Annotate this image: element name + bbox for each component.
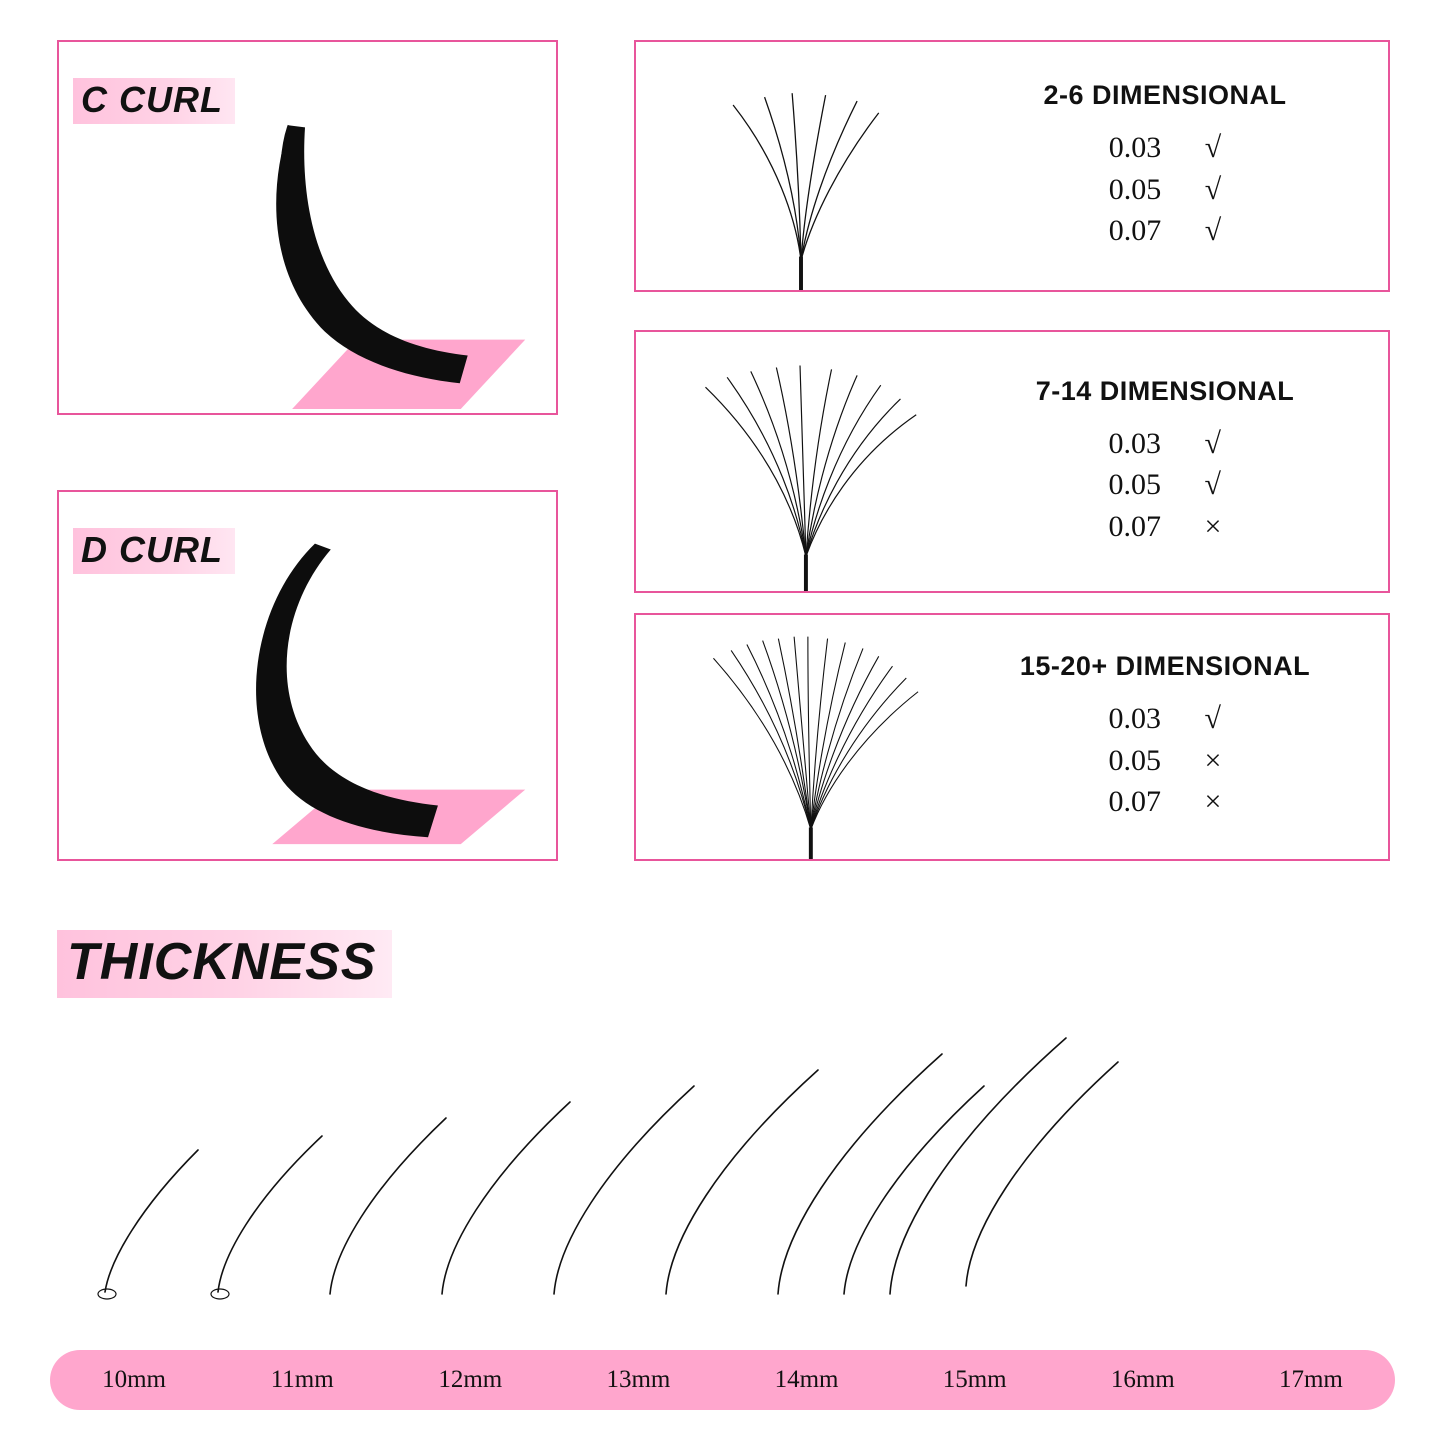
size-scale-bar [50, 1350, 1395, 1410]
lash-13mm [442, 1102, 570, 1294]
fan-illustration-15-20 [636, 615, 966, 859]
spec-value: 0.03 [1108, 131, 1162, 165]
size-label: 16mm [1110, 1366, 1175, 1393]
spec-value: 0.05 [1108, 743, 1162, 777]
dimensional-info-15-20 [966, 651, 1388, 822]
dimensional-panel-15-20 [634, 613, 1390, 861]
spec-row [1109, 464, 1222, 505]
spec-value: 0.05 [1108, 468, 1162, 502]
spec-mark: √ [1204, 468, 1221, 502]
size-label: 13mm [606, 1366, 671, 1393]
lash-12mm [330, 1118, 446, 1294]
spec-row [1109, 127, 1221, 168]
fan-illustration-7-14 [636, 332, 966, 591]
fan-base-2-6 [799, 257, 803, 290]
lash-16mm [778, 1054, 942, 1294]
curl-label-c: C CURL [73, 78, 235, 124]
size-label: 14mm [774, 1366, 839, 1393]
dimensional-title-2-6: 2-6 DIMENSIONAL [1043, 80, 1287, 111]
size-label: 10mm [102, 1366, 167, 1393]
spec-value: 0.07 [1108, 785, 1162, 819]
lash-10mm [105, 1150, 198, 1292]
spec-mark: × [1204, 785, 1222, 819]
lash-length-illustration [50, 960, 1400, 1340]
lash-11mm [218, 1136, 322, 1292]
dimensional-title-15-20: 15-20+ DIMENSIONAL [1019, 651, 1311, 682]
lash-base-dot [211, 1289, 229, 1299]
fan-illustration-2-6 [636, 42, 966, 290]
spec-mark: √ [1204, 702, 1221, 736]
spec-mark: √ [1204, 426, 1221, 460]
lash-base-dot [98, 1289, 116, 1299]
spec-row [1109, 210, 1221, 251]
curl-panel-c [57, 40, 558, 415]
fan-base-15-20 [809, 828, 813, 859]
spec-value: 0.05 [1108, 172, 1162, 206]
curl-label-d: D CURL [73, 528, 235, 574]
size-label: 12mm [438, 1366, 503, 1393]
spec-row [1109, 698, 1222, 739]
spec-mark: √ [1204, 131, 1222, 165]
dimensional-panel-7-14 [634, 330, 1390, 593]
curl-panel-d [57, 490, 558, 861]
size-label: 17mm [1278, 1366, 1343, 1393]
spec-row [1109, 781, 1222, 822]
dimensional-panel-2-6 [634, 40, 1390, 292]
dimensional-info-7-14 [966, 376, 1388, 547]
dimensional-info-2-6 [966, 80, 1388, 251]
spec-row [1109, 740, 1222, 781]
fan-base-7-14 [804, 555, 808, 591]
lash-17mm [890, 1038, 1066, 1294]
spec-value: 0.03 [1108, 702, 1162, 736]
spec-mark: × [1204, 509, 1222, 543]
spec-row [1109, 423, 1222, 464]
dimensional-title-7-14: 7-14 DIMENSIONAL [1035, 375, 1295, 406]
spec-row [1109, 169, 1221, 210]
thickness-title: THICKNESS [57, 930, 392, 998]
lash-15mm [666, 1070, 818, 1294]
spec-value: 0.07 [1108, 214, 1162, 248]
spec-mark: √ [1204, 172, 1222, 206]
size-label: 11mm [270, 1366, 334, 1393]
spec-mark: √ [1204, 214, 1222, 248]
spec-row [1109, 506, 1222, 547]
spec-value: 0.07 [1108, 509, 1162, 543]
size-label: 15mm [942, 1366, 1007, 1393]
spec-value: 0.03 [1108, 426, 1162, 460]
spec-mark: × [1204, 743, 1222, 777]
